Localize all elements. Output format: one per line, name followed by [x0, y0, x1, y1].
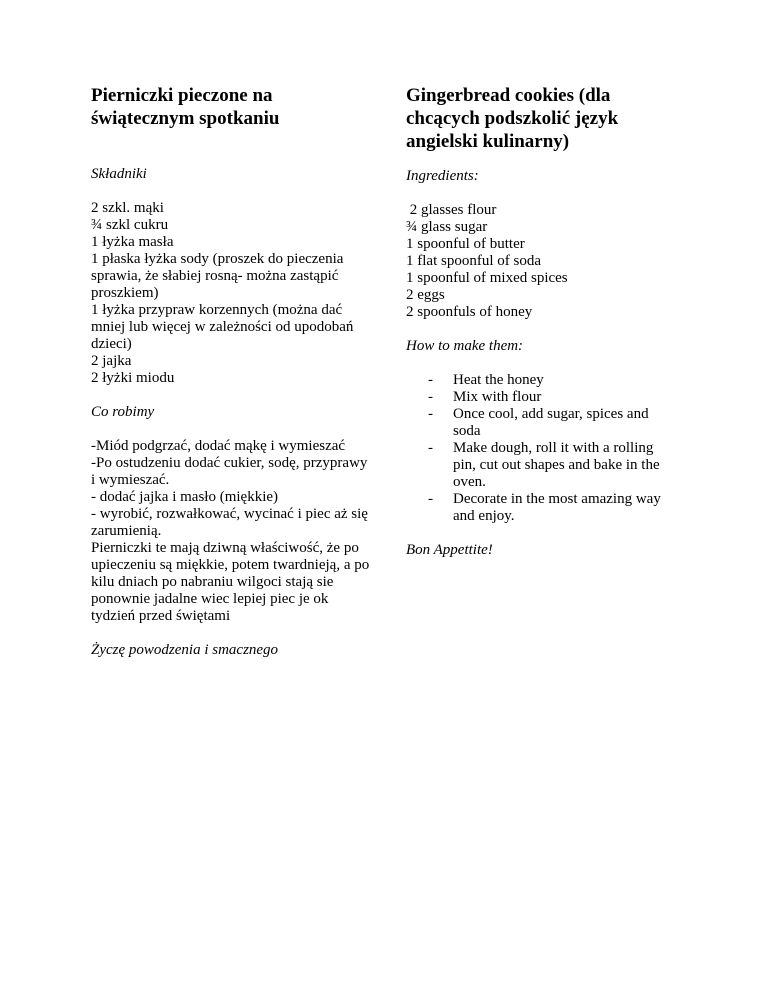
ingredient-item: ¾ szkl cukru	[91, 217, 169, 233]
method-line: -Po ostudzeniu dodać cukier, sodę, przyprawy i wymieszać.	[91, 455, 368, 488]
ingredient-item: 1 flat spoonful of soda	[406, 253, 541, 269]
english-method-heading: How to make them:	[406, 338, 524, 354]
ingredient-item: 1 łyżka masła	[91, 234, 174, 250]
method-step	[406, 372, 676, 389]
english-recipe-title: Gingerbread cookies (dla chcących podszkolić język angielski kulinarny)	[406, 85, 619, 152]
ingredient-item: 2 jajka	[91, 353, 132, 369]
method-step-text: Mix with flour	[453, 389, 542, 405]
ingredient-item: 2 szkl. mąki	[91, 200, 164, 216]
method-step	[406, 389, 676, 406]
method-line: -Miód podgrzać, dodać mąkę i wymieszać	[91, 438, 346, 454]
ingredient-item: 2 eggs	[406, 287, 445, 303]
polish-recipe-column	[91, 84, 373, 659]
polish-ingredients-heading: Składniki	[91, 166, 147, 182]
method-step	[406, 406, 676, 440]
method-step-text: Decorate in the most amazing way and enjoy.	[453, 491, 661, 524]
ingredient-item: 2 spoonfuls of honey	[406, 304, 533, 320]
method-step-text: Once cool, add sugar, spices and soda	[453, 406, 649, 439]
method-line: - wyrobić, rozwałkować, wycinać i piec aż się zarumienią.	[91, 506, 368, 539]
ingredient-item: 1 spoonful of mixed spices	[406, 270, 568, 286]
method-note: Pierniczki te mają dziwną właściwość, że po upieczeniu są miękkie, potem twardnieją, a po kilu dniach po nabraniu wilgoci stają sie ponownie jadalne wiec lepiej piec je ok tydzień przed świętami	[91, 540, 370, 624]
bullet-dash: -	[428, 440, 433, 456]
english-method-steps	[406, 372, 676, 525]
ingredient-item: 2 łyżki miodu	[91, 370, 175, 386]
bullet-dash: -	[428, 491, 433, 507]
bullet-dash: -	[428, 406, 433, 422]
polish-closing-text: Życzę powodzenia i smacznego	[91, 642, 279, 658]
method-step	[406, 491, 676, 525]
polish-method-heading: Co robimy	[91, 404, 155, 420]
english-ingredients-heading: Ingredients:	[406, 168, 479, 184]
method-line: - dodać jajka i masło (miękkie)	[91, 489, 279, 505]
method-step-text: Heat the honey	[453, 372, 544, 388]
ingredient-item: 1 łyżka przypraw korzennych (można dać mniej lub więcej w zależności od upodobań dzieci)	[91, 302, 354, 352]
ingredient-item: 1 płaska łyżka sody (proszek do pieczenia sprawia, że słabiej rosną- można zastąpić proszkiem)	[91, 251, 344, 301]
ingredient-item: ¾ glass sugar	[406, 219, 488, 235]
ingredient-item: 2 glasses flour	[406, 202, 497, 218]
english-recipe-column	[406, 84, 696, 559]
polish-method-text	[91, 438, 373, 625]
method-step-text: Make dough, roll it with a rolling pin, cut out shapes and bake in the oven.	[453, 440, 660, 490]
english-closing-text: Bon Appettite!	[406, 542, 493, 558]
method-step	[406, 440, 676, 491]
english-ingredients-list	[406, 202, 696, 321]
ingredient-item: 1 spoonful of butter	[406, 236, 525, 252]
polish-ingredients-list	[91, 200, 373, 387]
polish-recipe-title: Pierniczki pieczone na świątecznym spotkaniu	[91, 85, 280, 129]
bullet-dash: -	[428, 389, 433, 405]
bullet-dash: -	[428, 372, 433, 388]
